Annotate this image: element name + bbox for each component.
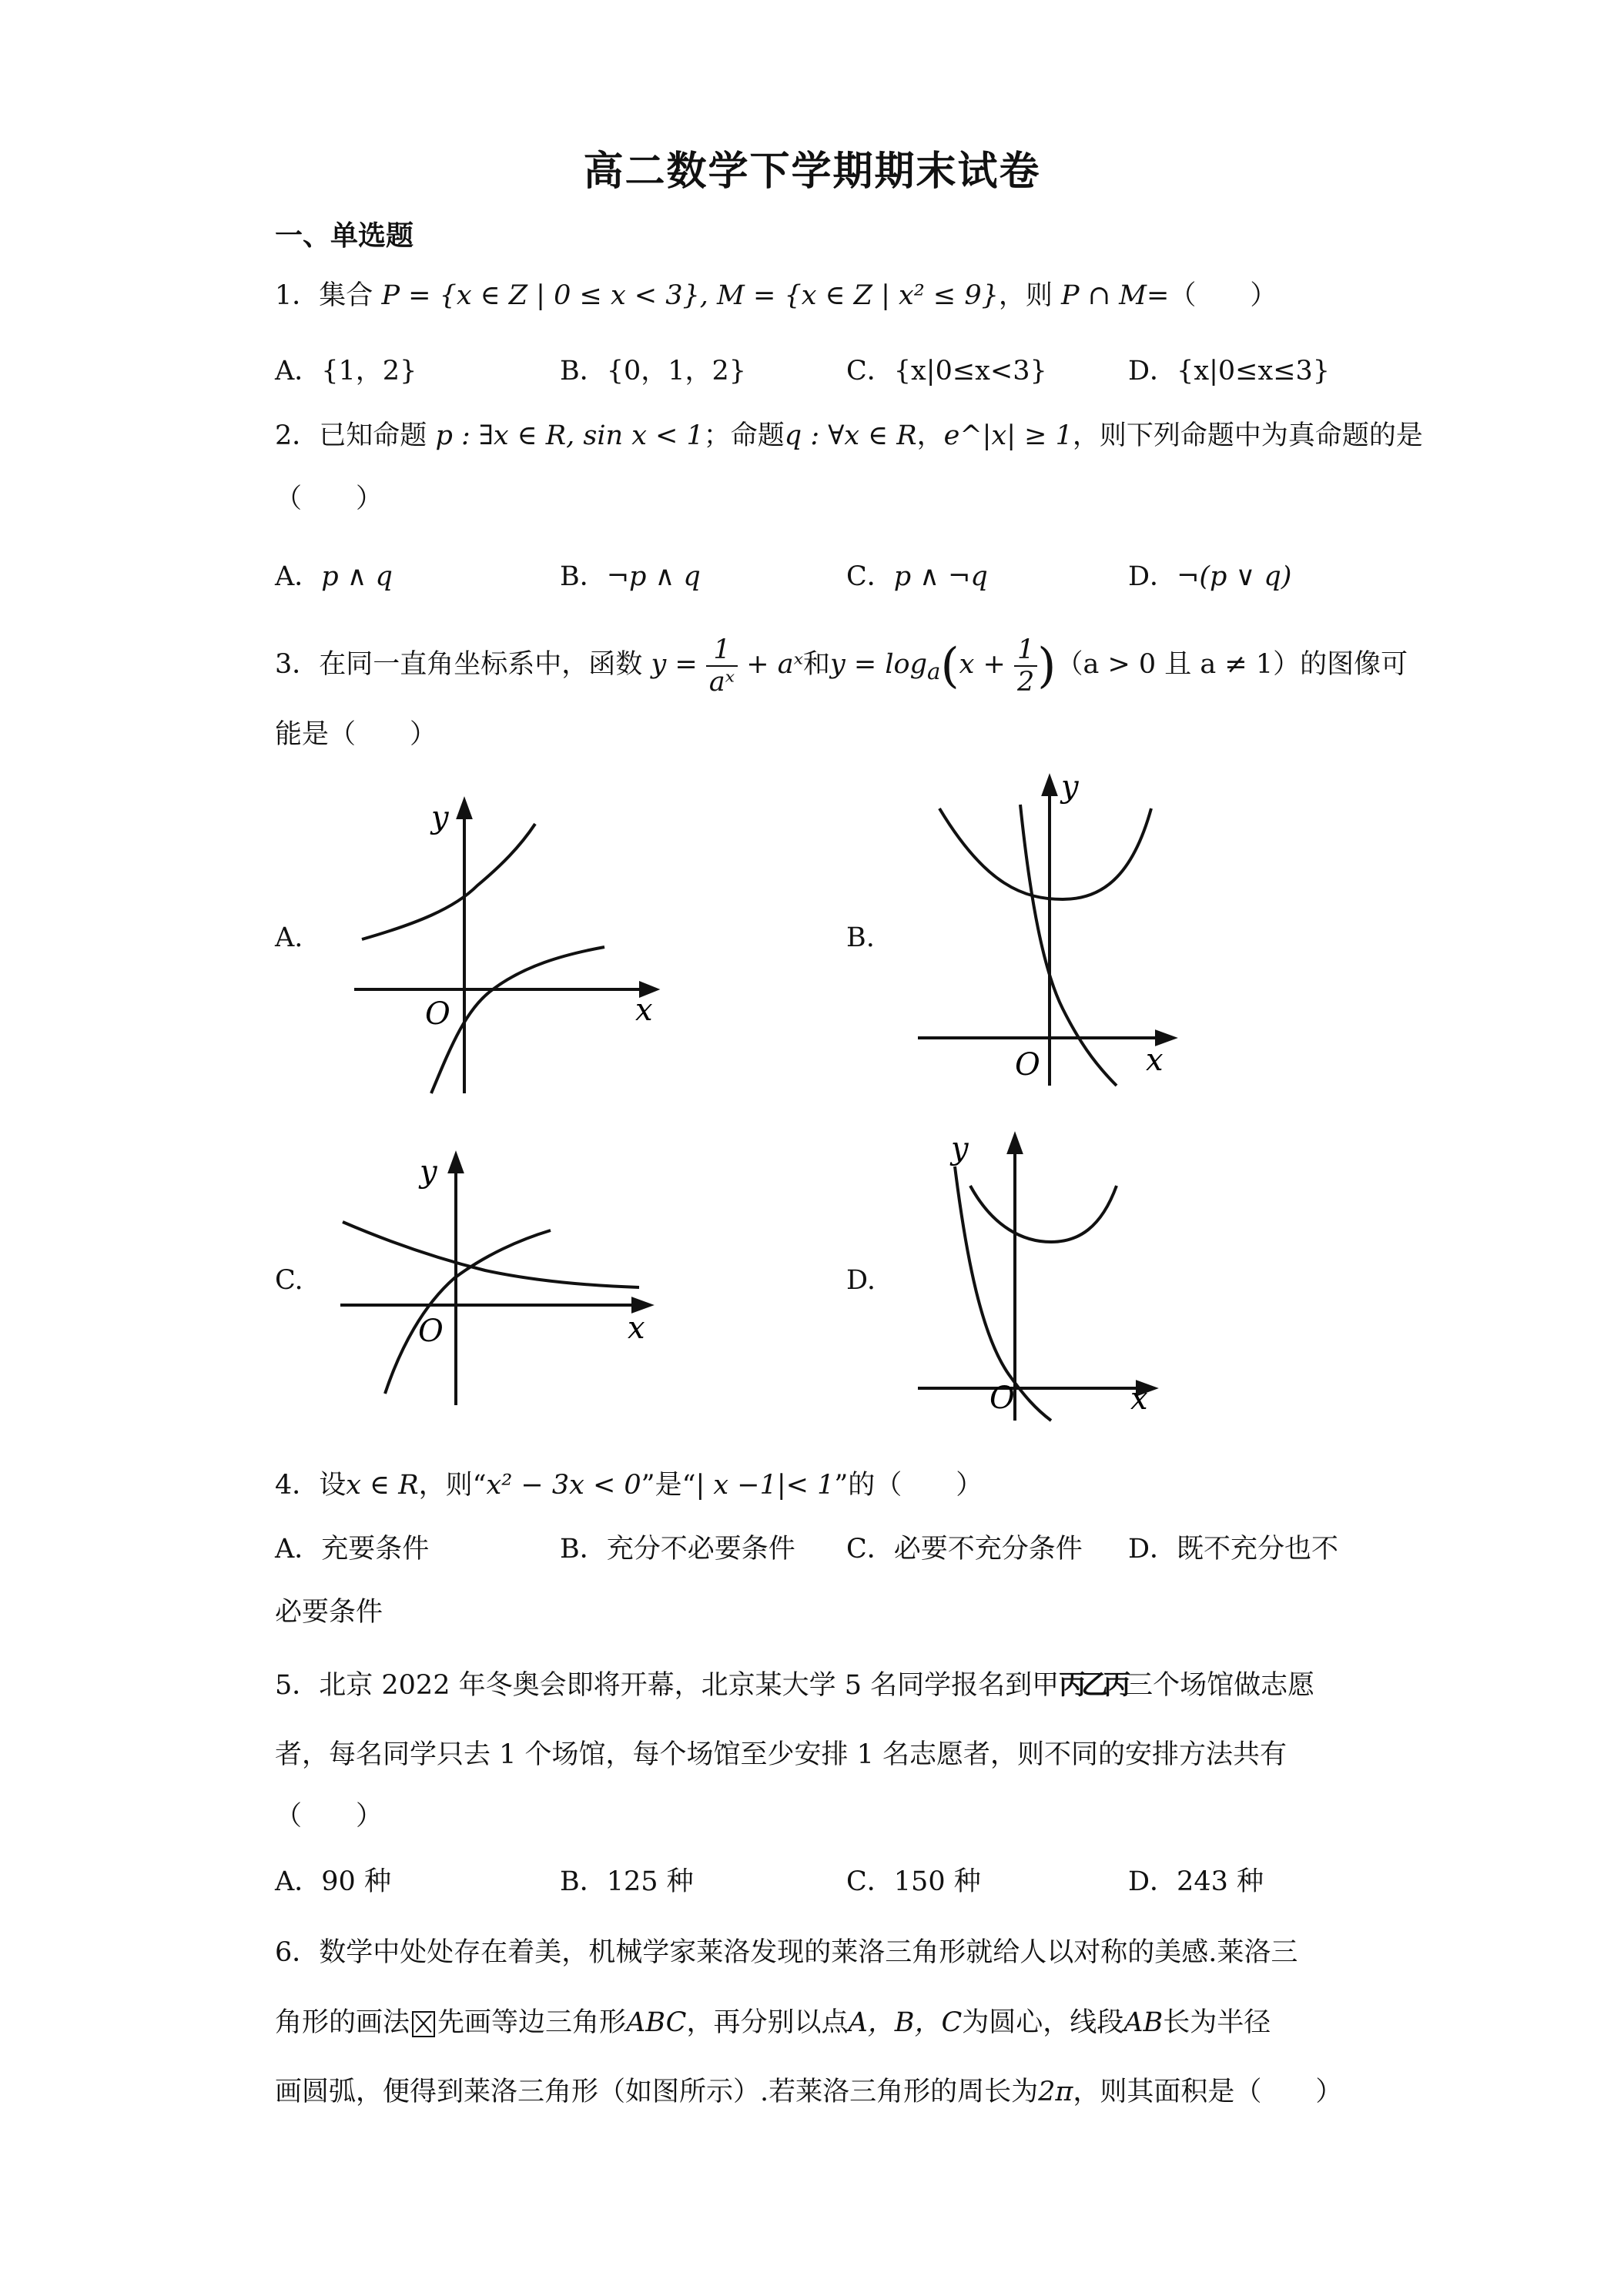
graph-a-x-label: x — [635, 992, 653, 1028]
q1-expr: P ∩ M — [1061, 280, 1147, 311]
q5-line1: 5．北京 2022 年冬奥会即将开幕，北京某大学 5 名同学报名到甲 — [275, 1670, 1060, 1701]
q3-fraction — [706, 634, 738, 698]
q3-plus: + aˣ — [746, 649, 803, 680]
q3-option-b[interactable]: B. — [846, 922, 875, 953]
q6-line2d: 为圆心，线段 — [962, 2007, 1124, 2038]
q4-text2: ，则“ — [418, 1470, 487, 1501]
q3-number: 3． — [275, 649, 320, 680]
graph-c[interactable] — [331, 1140, 670, 1417]
q6-line2e: 长为半径 — [1163, 2007, 1271, 2038]
q4-option-c[interactable]: C．必要不充分条件 — [846, 1534, 1083, 1565]
q1-text: 集合 — [319, 280, 373, 311]
q4-option-a[interactable]: A．充要条件 — [275, 1534, 430, 1565]
q1-option-a[interactable]: A．{1，2} — [275, 356, 417, 387]
q2-number: 2． — [275, 420, 320, 451]
graph-d-y-label: y — [951, 1131, 969, 1166]
q3-frac2-num: 1 — [1014, 634, 1037, 667]
q2-option-d-expr: ¬(p ∨ q) — [1177, 561, 1292, 592]
graph-a-y-arrow — [458, 801, 470, 818]
q3-line2: 能是（ ） — [275, 719, 437, 750]
q3-option-c[interactable]: C. — [275, 1265, 303, 1296]
missing-glyph-icon — [412, 2011, 435, 2037]
q6-line3a: 画圆弧，便得到莱洛三角形（如图所示）.若莱洛三角形的周长为 — [275, 2077, 1039, 2107]
q1-sets: P = {x ∈ Z | 0 ≤ x < 3}, M = {x ∈ Z | x² ≤ 9} — [381, 280, 999, 311]
graph-b-curve-exp — [939, 808, 1151, 899]
q3-option-d[interactable]: D. — [846, 1265, 876, 1296]
q1-then: ，则 — [998, 280, 1053, 311]
q5-option-d[interactable]: D．243 种 — [1128, 1866, 1264, 1897]
q3-text1: 在同一直角坐标系中，函数 — [319, 649, 643, 680]
q4-option-d-wrap: 必要条件 — [275, 1597, 383, 1628]
q2-text1: 已知命题 — [319, 420, 427, 451]
section-heading: 一、单选题 — [275, 219, 414, 252]
q6-points: A，B，C — [848, 2007, 963, 2038]
q3-paren-open: ( — [940, 637, 959, 694]
q2-option-c[interactable] — [846, 558, 988, 595]
q3-inner-x: x + — [959, 649, 1006, 680]
q6-abc: ABC — [626, 2007, 687, 2038]
q2-p-expr: p : ∃x ∈ R, sin x < 1 — [435, 420, 704, 451]
q4-expr2: | x −1|< 1 — [695, 1470, 835, 1501]
graph-b[interactable] — [909, 762, 1232, 1093]
q1-option-d[interactable]: D．{x|0≤x≤3} — [1128, 356, 1331, 387]
page-title: 高二数学下学期期末试卷 — [583, 148, 1041, 195]
q6-ab: AB — [1123, 2007, 1164, 2038]
q4-x-expr: x ∈ R — [346, 1470, 419, 1501]
graph-b-y-arrow — [1043, 778, 1056, 795]
q2-option-c-expr: p ∧ ¬q — [893, 561, 988, 592]
graph-b-y-label: y — [1061, 769, 1079, 805]
graph-b-origin: O — [1015, 1047, 1040, 1083]
q4-text1: 设 — [319, 1470, 347, 1501]
q2-option-a[interactable] — [275, 558, 393, 595]
graph-a-curve-log — [431, 947, 604, 1093]
q2-e-expr: e^|x| ≥ 1 — [943, 420, 1073, 451]
q6-line2b: 先画等边三角形 — [437, 2007, 627, 2038]
question-3 — [275, 630, 1408, 706]
q2-text3: ， — [916, 420, 944, 451]
q6-line3 — [275, 2073, 1342, 2110]
q6-line2c: ，再分别以点 — [686, 2007, 849, 2038]
graph-c-curve-log — [385, 1230, 551, 1394]
q2-option-b-expr: ¬p ∧ q — [606, 561, 701, 592]
q6-line1: 6．数学中处处存在着美，机械学家莱洛发现的莱洛三角形就给人以对称的美感.莱洛三 — [275, 1937, 1298, 1968]
q2-line2: （ ） — [275, 484, 383, 514]
q3-and: 和 — [803, 649, 831, 680]
q2-option-d-label: D． — [1128, 561, 1177, 592]
q5-line1b: 三个场馆做志愿 — [1126, 1670, 1315, 1701]
q2-text2: ；命题 — [703, 420, 785, 451]
q3-paren-close: ) — [1037, 637, 1056, 694]
graph-c-y-arrow — [450, 1155, 462, 1172]
question-2 — [275, 417, 1423, 454]
q1-number: 1． — [275, 280, 320, 311]
graph-c-x-arrow — [633, 1299, 650, 1311]
q5-line2: 者，每名同学只去 1 个场馆，每个场馆至少安排 1 名志愿者，则不同的安排方法共有 — [275, 1739, 1287, 1770]
question-1 — [275, 277, 1277, 314]
q3-frac-den: aˣ — [708, 666, 735, 698]
q6-line2a: 角形的画法 — [275, 2007, 410, 2038]
q5-option-b[interactable]: B．125 种 — [560, 1866, 694, 1897]
q1-tail: =（ ） — [1147, 280, 1277, 311]
graph-d-y-arrow — [1009, 1136, 1021, 1153]
q4-option-d[interactable]: D．既不充分也不 — [1128, 1534, 1339, 1565]
q3-y1: y = — [651, 649, 698, 680]
q2-option-b[interactable] — [560, 558, 701, 595]
graph-a-origin: O — [425, 996, 450, 1032]
graph-a-curve-exp — [362, 824, 535, 939]
q4-option-b[interactable]: B．充分不必要条件 — [560, 1534, 795, 1565]
graph-b-x-label: x — [1146, 1043, 1164, 1078]
question-5 — [275, 1667, 1314, 1704]
q4-text4: ”的（ ） — [834, 1470, 983, 1501]
graph-c-y-label: y — [420, 1154, 437, 1190]
q3-condition: （a > 0 且 a ≠ 1）的图像可 — [1056, 649, 1408, 680]
q3-log-base: a — [927, 658, 941, 684]
q2-option-d[interactable] — [1128, 558, 1291, 595]
graph-c-origin: O — [418, 1314, 444, 1349]
graph-d-origin: O — [989, 1381, 1015, 1416]
graph-d-x-label: x — [1130, 1381, 1148, 1417]
q3-frac2-den: 2 — [1016, 666, 1035, 698]
q5-option-a[interactable]: A．90 种 — [275, 1866, 391, 1897]
q6-line3b: ，则其面积是（ ） — [1073, 2077, 1343, 2107]
graph-c-x-label: x — [628, 1310, 645, 1346]
q3-fraction-2 — [1014, 634, 1037, 698]
graph-a[interactable] — [339, 785, 678, 1109]
graph-d-curve-exp — [970, 1186, 1117, 1242]
q5-line3: （ ） — [275, 1801, 383, 1832]
q1-option-b[interactable]: B．{0，1，2} — [560, 356, 747, 387]
graph-d[interactable] — [909, 1120, 1232, 1428]
q4-number: 4． — [275, 1470, 320, 1501]
q1-option-c[interactable]: C．{x|0≤x<3} — [846, 356, 1047, 387]
q2-q-expr: q : ∀x ∈ R — [784, 420, 917, 451]
q2-option-a-expr: p ∧ q — [321, 561, 393, 592]
q4-expr1: x² − 3x < 0 — [486, 1470, 641, 1501]
question-4 — [275, 1467, 983, 1504]
q3-y2: y = log — [830, 649, 928, 680]
graph-a-y-label: y — [431, 800, 449, 835]
q4-text3: ”是“ — [641, 1470, 696, 1501]
q2-option-c-label: C． — [846, 561, 894, 592]
q3-frac-num: 1 — [706, 634, 738, 667]
q2-option-b-label: B． — [560, 561, 607, 592]
q5-option-c[interactable]: C．150 种 — [846, 1866, 981, 1897]
q6-line2 — [275, 2004, 1271, 2041]
q2-text4: ，则下列命题中为真命题的是 — [1072, 420, 1423, 451]
q2-option-a-label: A． — [275, 561, 322, 592]
q5-garbled-text: 丙乙丙 — [1059, 1669, 1127, 1701]
q3-option-a[interactable]: A. — [275, 922, 303, 953]
graph-b-curve-log — [1020, 805, 1117, 1086]
q6-perimeter: 2π — [1038, 2077, 1073, 2107]
